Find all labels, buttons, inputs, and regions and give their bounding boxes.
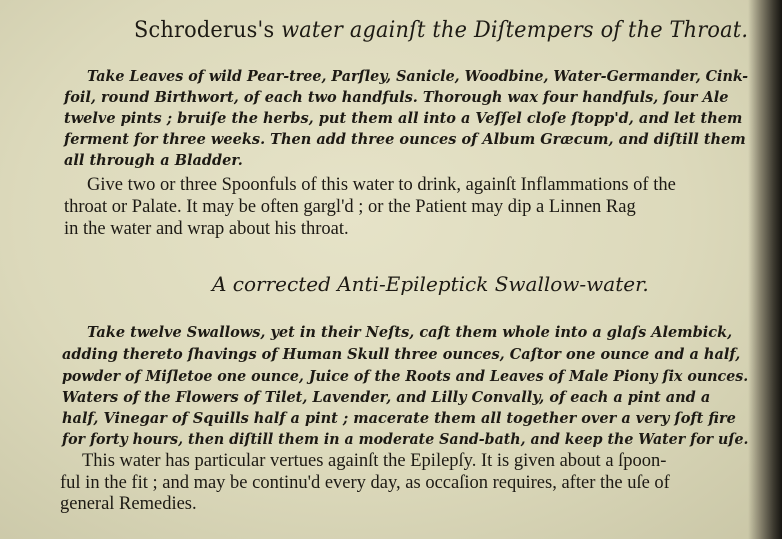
section1-title xyxy=(134,18,748,43)
note-line: general Remedies. xyxy=(60,494,197,514)
recipe-line: ferment for three weeks. Then add three ounces of Album Græcum, and diſtill them xyxy=(64,131,746,148)
note-line: This water has particular vertues againſt the Epilepſy. It is given about a ſpoon- xyxy=(82,451,667,471)
recipe-line: powder of Miſletoe one ounce, Juice of the Roots and Leaves of Male Piony ſix ounces. xyxy=(62,368,749,385)
recipe-line: half, Vinegar of Squills half a pint ; macerate them all together over a very ſoft fire xyxy=(62,410,736,427)
recipe-line: Waters of the Flowers of Tilet, Lavender, and Lilly Convally, of each a pint and a xyxy=(62,389,711,406)
recipe-line: Take twelve Swallows, yet in their Neſts, caſt them whole into a glaſs Alembick, xyxy=(87,324,733,341)
note-line: in the water and wrap about his throat. xyxy=(64,219,349,239)
note-line: ful in the fit ; and may be continu'd every day, as occaſion requires, after the uſe of xyxy=(60,473,670,493)
recipe-line: adding thereto ſhavings of Human Skull three ounces, Caſtor one ounce and a half, xyxy=(62,346,741,363)
note-line: throat or Palate. It may be often gargl'd ; or the Patient may dip a Linnen Rag xyxy=(64,197,636,217)
recipe-line: twelve pints ; bruiſe the herbs, put them all into a Veſſel cloſe ſtopp'd, and let them xyxy=(64,110,743,127)
section2-title: A corrected Anti-Epileptick Swallow-water. xyxy=(212,272,649,296)
recipe-line: for forty hours, then diſtill them in a moderate Sand-bath, and keep the Water for uſe. xyxy=(62,431,749,448)
recipe-line: foil, round Birthwort, of each two handfuls. Thorough wax four handfuls, ſour Ale xyxy=(64,89,729,106)
recipe-line: Take Leaves of wild Pear-tree, Parſley, Sanicle, Woodbine, Water-Germander, Cink- xyxy=(87,68,749,85)
recipe-line: all through a Bladder. xyxy=(64,152,243,169)
section1-title-roman: Schroderus's xyxy=(134,18,275,43)
section1-title-italic: water againſt the Diſtempers of the Throat. xyxy=(281,18,749,43)
note-line: Give two or three Spoonfuls of this water to drink, againſt Inflammations of the xyxy=(87,175,676,195)
page-gutter-shadow xyxy=(748,0,782,539)
